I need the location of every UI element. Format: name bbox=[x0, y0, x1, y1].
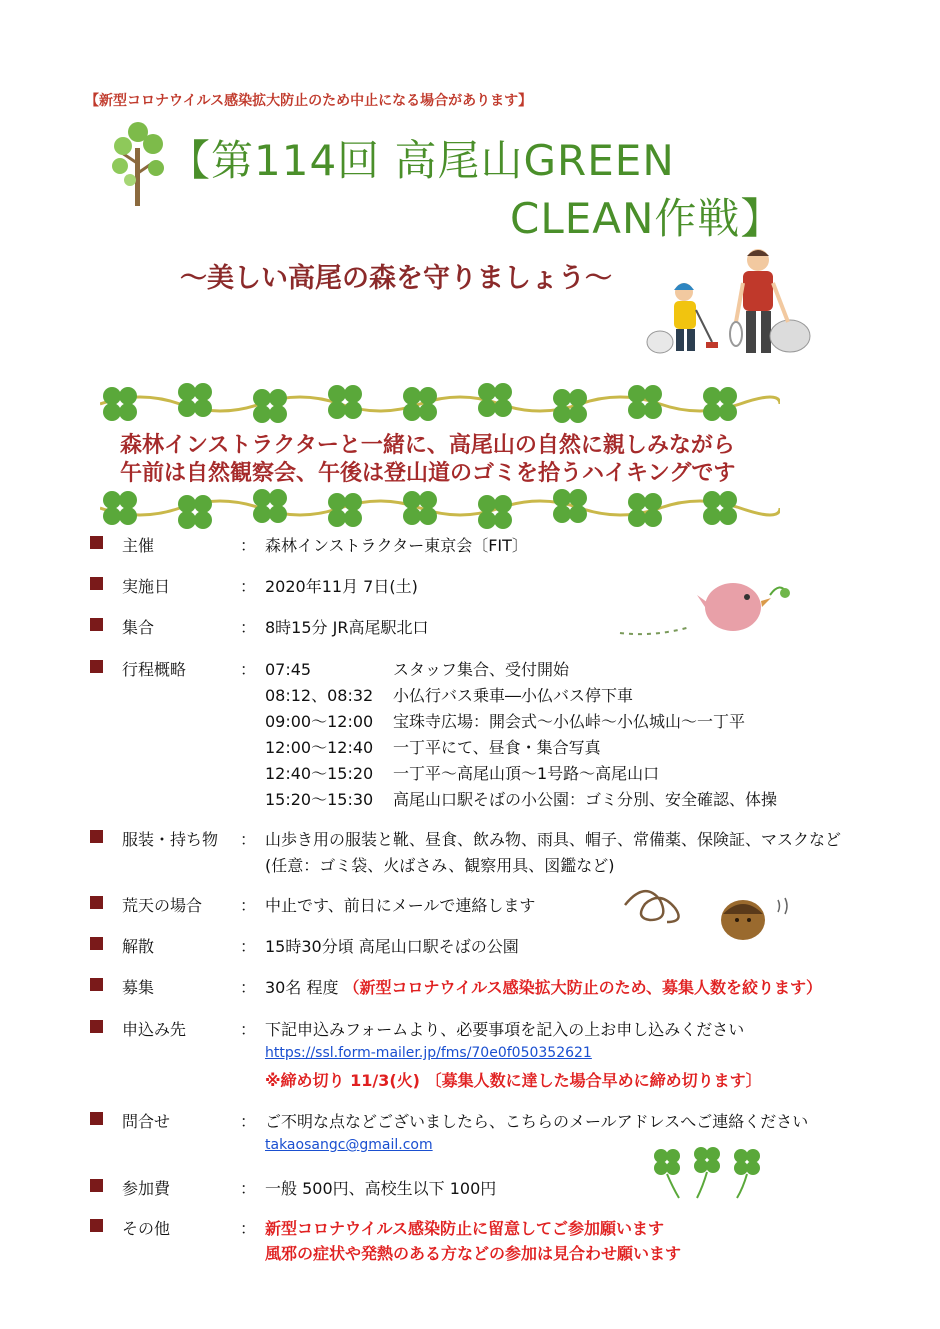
schedule-desc: 一丁平にて、昼食・集合写真 bbox=[393, 738, 601, 757]
schedule-item bbox=[265, 735, 601, 758]
recruit-note: （新型コロナウイルス感染拡大防止のため、募集人数を絞ります） bbox=[343, 978, 822, 997]
label-dismiss: 解散 bbox=[122, 937, 155, 956]
subtitle: ～美しい高尾の森を守りましょう～ bbox=[180, 263, 612, 294]
intro-line2: 午前は自然観察会、午後は登山道のゴミを拾うハイキングです bbox=[120, 461, 736, 486]
bullet-square bbox=[90, 830, 103, 843]
bullet-square bbox=[90, 1219, 103, 1232]
recruit-count: 30名 程度 bbox=[265, 978, 339, 997]
acorn-icon bbox=[615, 880, 800, 950]
colon: ： bbox=[240, 1179, 257, 1198]
value-other-line2: 風邪の症状や発熱のある方などの参加は見合わせ願います bbox=[265, 1244, 682, 1263]
value-other-line1: 新型コロナウイルス感染防止に留意してご参加願います bbox=[265, 1219, 665, 1238]
bullet-square bbox=[90, 1020, 103, 1033]
bullet-square bbox=[90, 978, 103, 991]
clover-garland-bottom bbox=[100, 482, 780, 534]
schedule-item bbox=[265, 657, 569, 680]
value-contact: ご不明な点などございましたら、こちらのメールアドレスへご連絡ください bbox=[265, 1112, 809, 1131]
colon: ： bbox=[240, 978, 257, 997]
clover-sprigs-icon bbox=[645, 1142, 775, 1202]
notice-text: 【新型コロナウイルス感染拡大防止のため中止になる場合があります】 bbox=[85, 93, 533, 109]
colon: ： bbox=[240, 1112, 257, 1131]
hikers-illustration bbox=[640, 238, 830, 368]
schedule-desc: 高尾山口駅そばの小公園：ゴミ分別、安全確認、体操 bbox=[393, 790, 778, 809]
colon: ： bbox=[240, 618, 257, 637]
colon: ： bbox=[240, 660, 257, 679]
colon: ： bbox=[240, 937, 257, 956]
bullet-square bbox=[90, 618, 103, 631]
bullet-square bbox=[90, 577, 103, 590]
title-line2: CLEAN作戦】 bbox=[510, 194, 784, 243]
label-meeting: 集合 bbox=[122, 618, 155, 637]
colon: ： bbox=[240, 830, 257, 849]
label-apply: 申込み先 bbox=[122, 1020, 187, 1039]
colon: ： bbox=[240, 896, 257, 915]
bullet-square bbox=[90, 660, 103, 673]
value-dismiss: 15時30分頃 高尾山口駅そばの公園 bbox=[265, 937, 519, 956]
contact-email-link[interactable]: takaosangc@gmail.com bbox=[265, 1137, 433, 1153]
tree-icon bbox=[108, 118, 168, 208]
label-rain: 荒天の場合 bbox=[122, 896, 203, 915]
schedule-item bbox=[265, 683, 633, 706]
label-organizer: 主催 bbox=[122, 536, 155, 555]
label-other: その他 bbox=[122, 1219, 171, 1238]
schedule-desc: スタッフ集合、受付開始 bbox=[393, 660, 570, 679]
label-date: 実施日 bbox=[122, 577, 171, 596]
schedule-desc: 一丁平～高尾山頂～1号路～高尾山口 bbox=[393, 764, 660, 783]
clover-garland-top bbox=[100, 378, 780, 430]
label-fee: 参加費 bbox=[122, 1179, 171, 1198]
label-schedule: 行程概略 bbox=[122, 660, 187, 679]
schedule-time: 09:00～12:00 bbox=[265, 712, 374, 731]
value-apply: 下記申込みフォームより、必要事項を記入の上お申し込みください bbox=[265, 1020, 745, 1039]
title-line1: 【第114回 高尾山GREEN bbox=[168, 136, 675, 185]
colon: ： bbox=[240, 577, 257, 596]
schedule-item bbox=[265, 787, 777, 810]
bird-icon bbox=[615, 565, 795, 645]
value-items-line1: 山歩き用の服装と靴、昼食、飲み物、雨具、帽子、常備薬、保険証、マスクなど bbox=[265, 830, 842, 849]
schedule-desc: 宝珠寺広場：開会式～小仏峠～小仏城山～一丁平 bbox=[393, 712, 746, 731]
bullet-square bbox=[90, 1179, 103, 1192]
colon: ： bbox=[240, 1020, 257, 1039]
bullet-square bbox=[90, 937, 103, 950]
label-items: 服装・持ち物 bbox=[122, 830, 219, 849]
value-organizer: 森林インストラクター東京会〔FIT〕 bbox=[265, 536, 528, 555]
bullet-square bbox=[90, 896, 103, 909]
schedule-time: 07:45 bbox=[265, 660, 312, 679]
colon: ： bbox=[240, 1219, 257, 1238]
schedule-time: 12:00～12:40 bbox=[265, 738, 374, 757]
label-recruit: 募集 bbox=[122, 978, 155, 997]
schedule-time: 08:12、08:32 bbox=[265, 686, 374, 705]
label-contact: 問合せ bbox=[122, 1112, 171, 1131]
schedule-desc: 小仏行バス乗車―小仏バス停下車 bbox=[393, 686, 634, 705]
bullet-square bbox=[90, 536, 103, 549]
value-fee: 一般 500円、高校生以下 100円 bbox=[265, 1179, 497, 1198]
schedule-time: 12:40～15:20 bbox=[265, 764, 374, 783]
intro-line1: 森林インストラクターと一緒に、高尾山の自然に親しみながら bbox=[120, 433, 735, 458]
value-items-line2: (任意：ゴミ袋、火ばさみ、観察用具、図鑑など) bbox=[265, 856, 615, 875]
value-rain: 中止です、前日にメールで連絡します bbox=[265, 896, 536, 915]
schedule-item bbox=[265, 761, 659, 784]
value-meeting: 8時15分 JR高尾駅北口 bbox=[265, 618, 429, 637]
apply-form-link[interactable]: https://ssl.form-mailer.jp/fms/70e0f050352621 bbox=[265, 1045, 592, 1061]
apply-deadline: ※締め切り 11/3(火) 〔募集人数に達した場合早めに締め切ります〕 bbox=[265, 1071, 762, 1090]
value-date: 2020年11月 7日(土) bbox=[265, 577, 418, 596]
value-recruit bbox=[265, 975, 822, 998]
colon: ： bbox=[240, 536, 257, 555]
bullet-square bbox=[90, 1112, 103, 1125]
schedule-item bbox=[265, 709, 745, 732]
schedule-time: 15:20～15:30 bbox=[265, 790, 374, 809]
